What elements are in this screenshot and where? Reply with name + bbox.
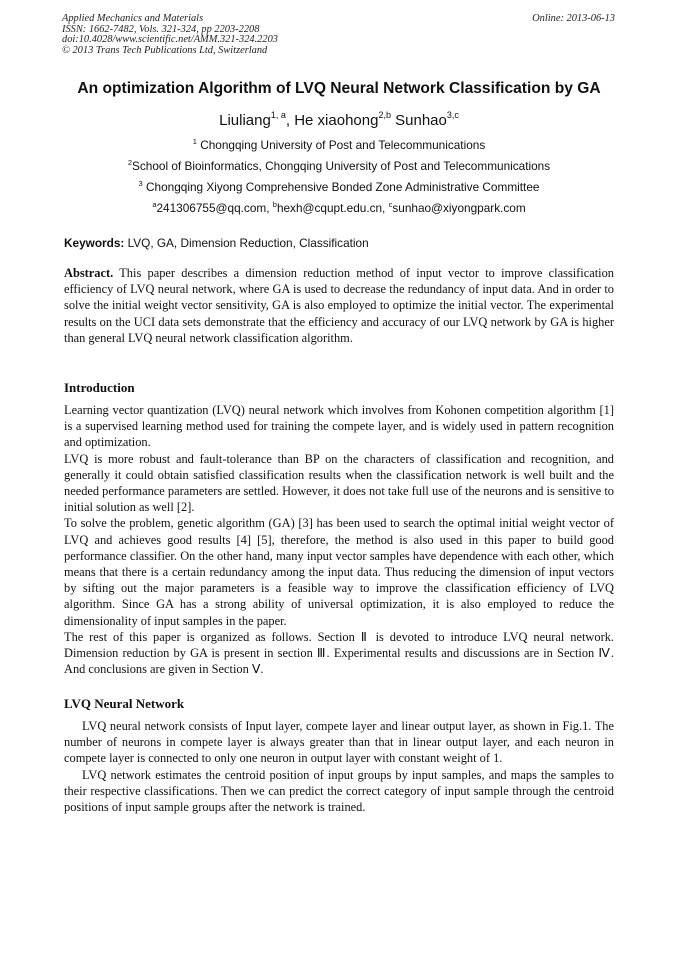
paragraph: LVQ neural network consists of Input layer, compete layer and linear output layer, as shown in Fig.1. The number of neurons in compete layer is always greater than that in linear output layer, and each neuron in compete layer is connected to only one neuron in output layer with constant weight of 1. — [64, 719, 614, 766]
paragraph: LVQ is more robust and fault-tolerance than BP on the characters of classification and recognition, and generally it could obtain satisfied classification results when the classification network is well built and the needed performance parameters are settled. However, it does not take full use of the neurons and is sensitive to initial solution as well [2]. — [64, 451, 615, 515]
keywords-text: LVQ, GA, Dimension Reduction, Classification — [124, 236, 369, 250]
paper-title: An optimization Algorithm of LVQ Neural Network Classification by GA — [77, 80, 601, 97]
affiliation-mark: 2 — [127, 158, 133, 167]
email-link[interactable]: sunhao@xiyongpark.com — [392, 201, 526, 215]
author-name: He xiaohong — [294, 112, 379, 129]
journal-header — [62, 14, 278, 56]
affiliation-text: Chongqing University of Post and Telecommunications — [196, 138, 486, 152]
affiliation-3 — [0, 180, 678, 194]
affiliation-mark: 3 — [138, 179, 143, 188]
email-link[interactable]: hexh@cqupt.edu.cn, — [276, 201, 389, 215]
abstract-text: This paper describes a dimension reduction method of input vector to improve classification efficiency of LVQ neural network, where GA is used to decrease the redundancy of input data. And in order to solve the initial weight vector sensitivity, GA is also employed to optimize the initial vector. The experimental results on the UCI data sets demonstrate that the efficiency and accuracy of our LVQ network by GA is higher than general LVQ neural network classification algorithm. — [64, 266, 614, 345]
paragraph: The rest of this paper is organized as follows. Section Ⅱ is devoted to introduce LVQ neural network. Dimension reduction by GA is present in section Ⅲ. Experimental results and discussions are in Section Ⅳ. And conclusions are given in Section Ⅴ. — [64, 629, 614, 677]
affiliation-text: Chongqing Xiyong Comprehensive Bonded Zone Administrative Committee — [142, 180, 540, 194]
doi-line: doi:10.4028/www.scientific.net/AMM.321-324.2203 — [62, 34, 278, 46]
keywords-label: Keywords: — [64, 236, 125, 250]
issn-line: ISSN: 1662-7482, Vols. 321-324, pp 2203-2208 — [62, 23, 260, 35]
abstract-label: Abstract. — [64, 266, 114, 280]
paragraph: To solve the problem, genetic algorithm (GA) [3] has been used to search the optimal initial weight vector of LVQ and achieves good results [4] [5], therefore, the method is also used in this paper to build good performance classifier. On the other hand, many input vector samples have dependence with each other, which means that there is a certain redundancy among the input data. Thus reducing the dimension of input vectors by sifting out the major parameters is a feasible way to improve the classification efficiency of LVQ algorithm. Since GA has a strong ability of universal optimization, it is also employed to reduce the dimensionality of input samples in the paper. — [64, 516, 614, 628]
email-mark: a — [152, 200, 157, 209]
affiliation-text: School of Bioinformatics, Chongqing University of Post and Telecommunications — [132, 159, 551, 173]
email-mark: b — [272, 200, 277, 209]
lvq-section-body — [64, 718, 614, 815]
author-list — [0, 112, 678, 129]
paragraph: Learning vector quantization (LVQ) neural network which involves from Kohonen competition algorithm [1] is a supervised learning method used for training the compete layer, and is widely used in pattern recognition and optimization. — [64, 403, 614, 450]
journal-name: Applied Mechanics and Materials — [62, 13, 204, 24]
author-name: Liuliang — [219, 112, 271, 129]
author-affiliation-mark: 2,b — [378, 110, 391, 120]
email-link[interactable]: 241306755@qq.com, — [156, 201, 273, 215]
online-date: Online: 2013-06-13 — [532, 13, 615, 24]
keywords-line — [64, 236, 369, 250]
affiliation-2 — [0, 159, 678, 173]
introduction-body — [64, 402, 614, 677]
author-affiliation-mark: 3,c — [446, 110, 459, 120]
section-heading-introduction: Introduction — [64, 380, 135, 395]
email-mark: c — [388, 200, 393, 209]
copyright-line: © 2013 Trans Tech Publications Ltd, Switzerland — [62, 44, 268, 56]
affiliation-mark: 1 — [192, 137, 197, 146]
email-line — [0, 201, 678, 215]
author-affiliation-mark: 1, a — [270, 110, 286, 120]
author-separator: , — [285, 112, 295, 129]
section-heading-lvq-neural-network: LVQ Neural Network — [64, 696, 185, 711]
abstract — [64, 265, 614, 346]
affiliation-1 — [0, 138, 678, 152]
author-name: Sunhao — [395, 112, 447, 129]
paragraph: LVQ network estimates the centroid position of input groups by input samples, and maps the samples to their respective classifications. Then we can predict the correct category of input sample through the centroid positions of input sample groups after the network is trained. — [64, 767, 614, 815]
